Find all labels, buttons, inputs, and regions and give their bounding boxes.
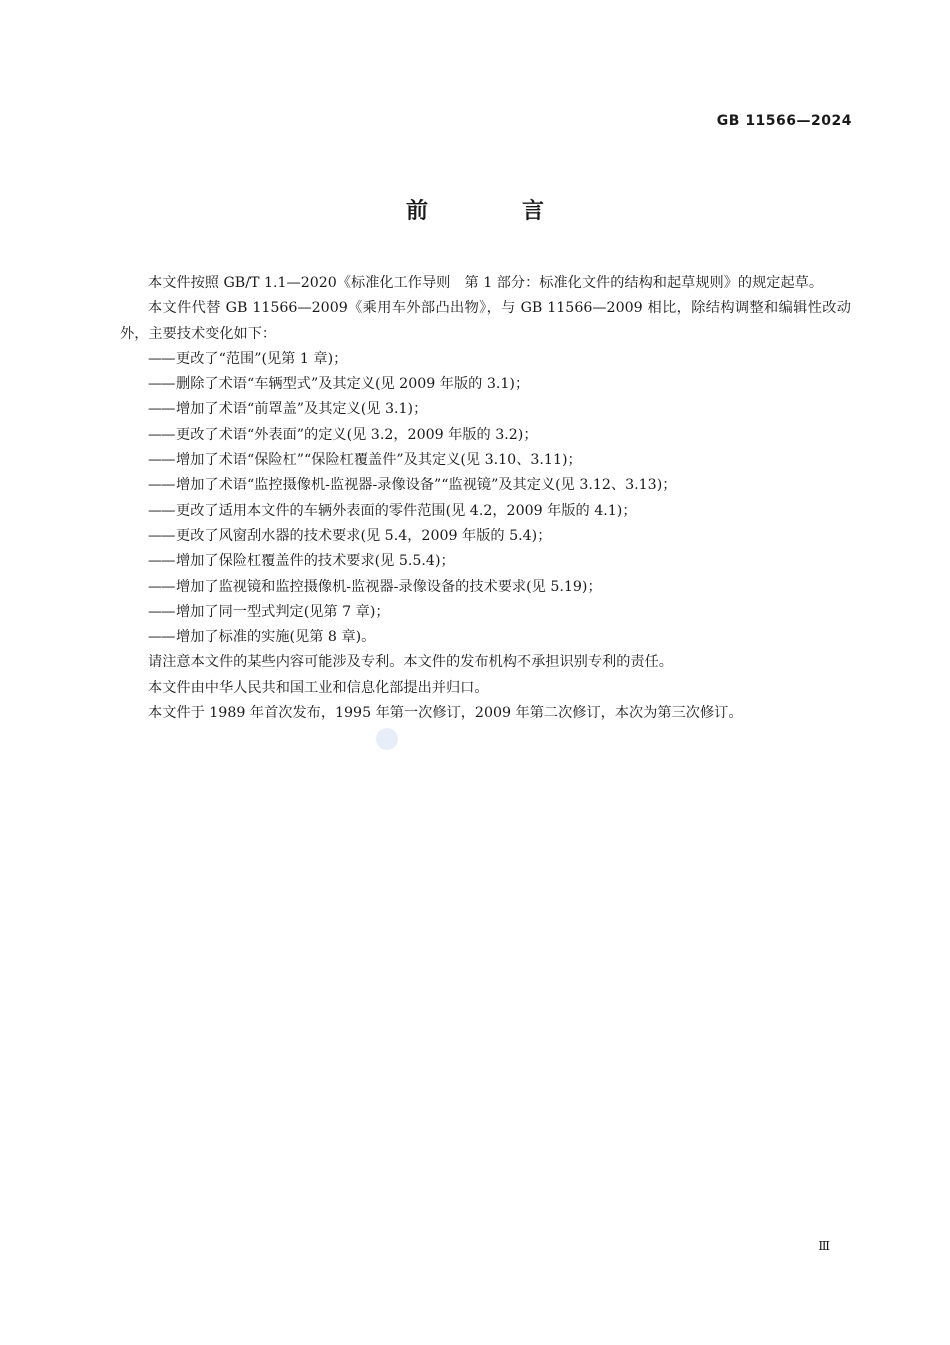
technical-changes-list — [120, 347, 851, 651]
paragraph-replaces: 本文件代替 GB 11566—2009《乘用车外部凸出物》，与 GB 11566—2009 相比，除结构调整和编辑性改动外，主要技术变化如下： — [120, 300, 851, 342]
list-item: —— 增加了监视镜和监控摄像机-监视器-录像设备的技术要求(见 5.19)； — [120, 575, 851, 600]
list-item: —— 增加了术语“监控摄像机-监视器-录像设备”“监视镜”及其定义(见 3.12、3.13)； — [120, 473, 851, 498]
dash-marker: —— — [148, 553, 175, 570]
dash-marker: —— — [148, 629, 175, 646]
list-item: —— 更改了术语“外表面”的定义(见 3.2，2009 年版的 3.2)； — [120, 423, 851, 448]
paragraph-patent-notice: 请注意本文件的某些内容可能涉及专利。本文件的发布机构不承担识别专利的责任。 — [148, 654, 673, 671]
foreword-body — [120, 271, 851, 726]
list-item: —— 更改了适用本文件的车辆外表面的零件范围(见 4.2，2009 年版的 4.1)； — [120, 499, 851, 524]
dash-marker: —— — [148, 603, 175, 620]
list-item: —— 更改了“范围”(见第 1 章)； — [120, 347, 851, 372]
dash-marker: —— — [148, 350, 175, 367]
list-item: —— 增加了同一型式判定(见第 7 章)； — [120, 600, 851, 625]
dash-marker: —— — [148, 401, 175, 418]
list-item: —— 增加了标准的实施(见第 8 章)。 — [120, 625, 851, 650]
list-item: —— 更改了风窗刮水器的技术要求(见 5.4，2009 年版的 5.4)； — [120, 524, 851, 549]
paragraph-history: 本文件于 1989 年首次发布，1995 年第一次修订，2009 年第二次修订，本次为第三次修订。 — [148, 705, 743, 722]
dash-marker: —— — [148, 376, 175, 393]
page-title: 前 言 — [405, 199, 580, 224]
dash-marker: —— — [148, 502, 175, 519]
page-number: Ⅲ — [818, 1239, 830, 1253]
list-item: —— 增加了保险杠覆盖件的技术要求(见 5.5.4)； — [120, 549, 851, 574]
list-item: —— 删除了术语“车辆型式”及其定义(见 2009 年版的 3.1)； — [120, 372, 851, 397]
list-item: —— 增加了术语“保险杠”“保险杠覆盖件”及其定义(见 3.10、3.11)； — [120, 448, 851, 473]
list-item: —— 增加了术语“前罩盖”及其定义(见 3.1)； — [120, 397, 851, 422]
dash-marker: —— — [148, 426, 175, 443]
paragraph-basis: 本文件按照 GB/T 1.1—2020《标准化工作导则 第 1 部分：标准化文件的结构和起草规则》的规定起草。 — [148, 275, 824, 291]
dash-marker: —— — [148, 578, 175, 595]
dash-marker: —— — [148, 477, 175, 494]
dash-marker: —— — [148, 452, 175, 469]
dash-marker: —— — [148, 527, 175, 544]
standard-code: GB 11566—2024 — [716, 113, 852, 129]
paragraph-proposer: 本文件由中华人民共和国工业和信息化部提出并归口。 — [148, 679, 489, 696]
selection-highlight — [376, 728, 398, 750]
